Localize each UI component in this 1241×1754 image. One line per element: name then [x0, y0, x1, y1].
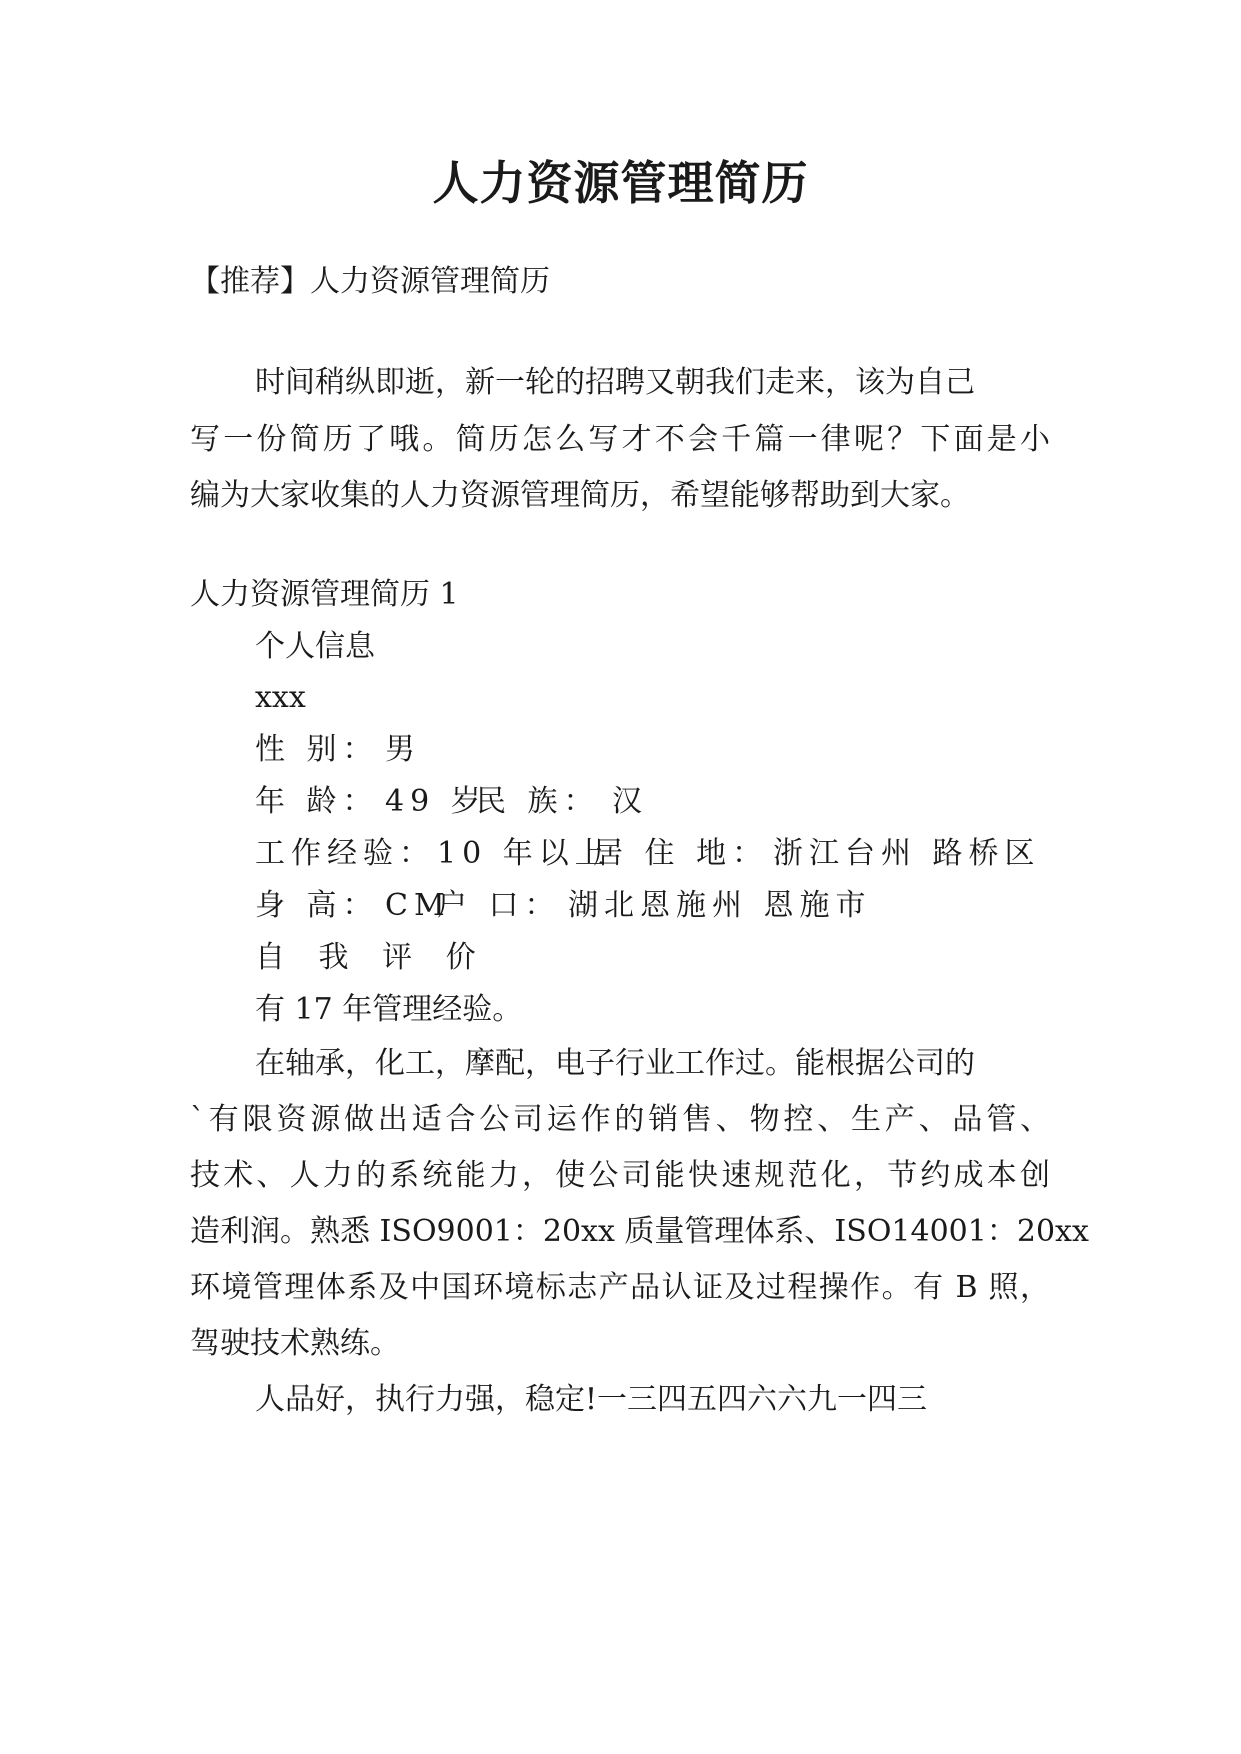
residence-value: 浙江台州 路桥区 [773, 836, 1041, 871]
body-line-1: 在轴承，化工，摩配，电子行业工作过。能根据公司的 [255, 1046, 975, 1081]
ethnicity-value: 汉 [612, 784, 648, 819]
document-title: 人力资源管理简历 [432, 156, 809, 210]
hukou-label: 户 口： [437, 888, 561, 923]
body-line-4: 造利润。熟悉 ISO9001：20xx 质量管理体系、ISO14001：20xx [190, 1214, 1089, 1249]
self-evaluation-heading: 自 我 评 价 [255, 940, 488, 975]
hukou-value: 湖北恩施州 恩施市 [568, 888, 872, 923]
gender-label: 性 别： [255, 732, 379, 767]
section-heading: 人力资源管理简历 1 [190, 577, 459, 612]
ethnicity-label: 民 族： [476, 784, 600, 819]
height-value: CM [385, 888, 451, 923]
gender-value: 男 [385, 732, 421, 767]
personal-info-heading: 个人信息 [255, 629, 375, 664]
body-line-3: 技术、人力的系统能力，使公司能快速规范化，节约成本创 [190, 1158, 1050, 1193]
self-evaluation-first: 有 17 年管理经验。 [255, 992, 523, 1027]
age-label: 年 龄： [255, 784, 379, 819]
document-subtitle: 【推荐】人力资源管理简历 [190, 264, 550, 299]
body-line-2: `有限资源做出适合公司运作的销售、物控、生产、品管、 [190, 1102, 1050, 1137]
height-label: 身 高： [255, 888, 379, 923]
experience-value: 10 年以上 [437, 836, 611, 871]
resume-name: xxx [255, 680, 306, 715]
experience-label: 工作经验： [255, 836, 435, 871]
intro-line-2: 写一份简历了哦。简历怎么写才不会千篇一律呢？下面是小 [190, 422, 1050, 457]
body-line-6: 驾驶技术熟练。 [190, 1326, 400, 1361]
intro-line-3: 编为大家收集的人力资源管理简历，希望能够帮助到大家。 [190, 478, 970, 513]
closing-line: 人品好，执行力强，稳定!一三四五四六六九一四三 [255, 1382, 928, 1417]
intro-line-1: 时间稍纵即逝，新一轮的招聘又朝我们走来，该为自己 [255, 365, 975, 400]
body-line-5: 环境管理体系及中国环境标志产品认证及过程操作。有 B 照， [190, 1270, 1050, 1305]
age-value: 49 岁 [385, 784, 487, 819]
residence-label: 居 住 地： [593, 836, 769, 871]
